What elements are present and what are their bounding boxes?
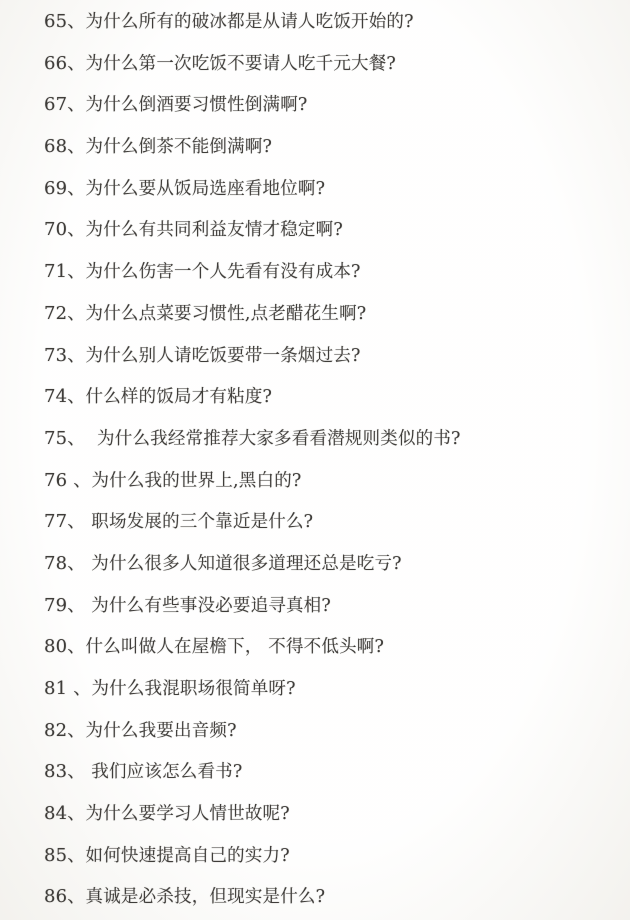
list-item	[44, 335, 610, 377]
list-item	[44, 751, 610, 793]
item-text: 职场发展的三个靠近是什么?	[85, 512, 314, 533]
item-number: 75、	[44, 427, 86, 449]
item-text: 为什么伤害一个人先看有没有成本?	[85, 262, 361, 283]
item-text: 为什么我混职场很简单呀?	[91, 679, 296, 699]
item-number: 72、	[44, 302, 86, 324]
list-item	[44, 710, 610, 752]
item-text: 为什么第一次吃饭不要请人吃千元大餐?	[85, 53, 396, 74]
list-item	[44, 376, 610, 418]
item-text: 什么叫做人在屋檐下， 不得不低头啊?	[85, 637, 385, 658]
item-number: 78、	[44, 552, 86, 574]
item-text: 为什么倒茶不能倒满啊?	[85, 137, 273, 158]
item-number: 68、	[44, 136, 86, 158]
item-number: 85、	[44, 844, 86, 866]
item-text: 什么样的饭局才有粘度?	[85, 387, 273, 408]
list-item	[44, 835, 610, 877]
item-number: 74、	[44, 386, 86, 408]
list-item	[44, 209, 610, 251]
item-number: 71、	[44, 261, 86, 283]
item-number: 79、	[44, 594, 86, 616]
item-number: 65、	[44, 11, 86, 32]
item-number: 69、	[44, 177, 86, 199]
item-text: 如何快速提高自己的实力?	[85, 845, 290, 866]
item-number: 77、	[44, 511, 86, 533]
item-text: 为什么有共同利益友情才稳定啊?	[85, 220, 343, 241]
item-text: 为什么点菜要习惯性,点老醋花生啊?	[85, 303, 367, 324]
item-text: 为什么要学习人情世故呢?	[85, 804, 290, 825]
list-item	[44, 876, 610, 918]
item-text: 为什么倒酒要习惯性倒满啊?	[85, 95, 308, 116]
list-item	[44, 168, 610, 210]
item-number: 66、	[44, 52, 86, 74]
list-item	[44, 793, 610, 835]
item-text: 为什么我的世界上,黑白的?	[91, 470, 302, 491]
list-item	[44, 293, 610, 335]
list-item	[44, 585, 610, 627]
list-item	[44, 418, 610, 460]
list-item	[44, 43, 610, 85]
list-item	[44, 460, 610, 502]
item-number: 70、	[44, 219, 86, 241]
item-number: 86、	[44, 886, 86, 908]
item-text: 为什么所有的破冰都是从请人吃饭开始的?	[85, 12, 414, 32]
list-item	[44, 501, 610, 543]
item-number: 73、	[44, 344, 86, 366]
item-number: 80、	[44, 636, 86, 658]
item-text: 为什么我经常推荐大家多看看潜规则类似的书?	[85, 428, 461, 449]
list-item	[44, 84, 610, 126]
item-text: 为什么要从饭局选座看地位啊?	[85, 178, 326, 199]
item-text: 我们应该怎么看书?	[85, 762, 243, 783]
item-text: 为什么别人请吃饭要带一条烟过去?	[85, 345, 361, 366]
item-number: 67、	[44, 94, 86, 116]
list-item	[44, 668, 610, 710]
item-number: 82、	[44, 719, 86, 741]
list-item	[44, 626, 610, 668]
item-text: 为什么有些事没必要追寻真相?	[85, 595, 331, 616]
item-text: 真诚是必杀技，但现实是什么?	[85, 887, 326, 908]
item-text: 为什么很多人知道很多道理还总是吃亏?	[85, 553, 402, 574]
list-item	[44, 251, 610, 293]
item-number: 81 、	[44, 678, 92, 699]
item-number: 84、	[44, 803, 86, 825]
item-number: 83、	[44, 761, 86, 783]
list-item	[44, 1, 610, 43]
item-number: 76 、	[44, 469, 92, 491]
item-text: 为什么我要出音频?	[85, 720, 237, 741]
list-item	[44, 126, 610, 168]
list-item	[44, 543, 610, 585]
